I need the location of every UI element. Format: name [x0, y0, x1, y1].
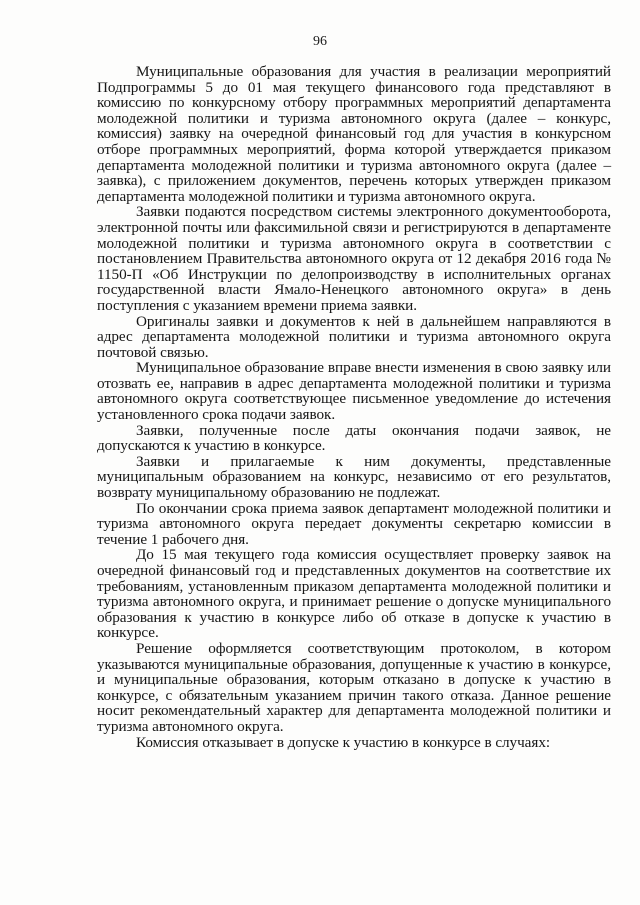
paragraph: Оригиналы заявки и документов к ней в дальнейшем направляются в адрес департамента молодежной политики и туризма автономного округа почтовой связью. [97, 312, 611, 361]
paragraph: Муниципальное образование вправе внести изменения в свою заявку или отозвать ее, направив в адрес департамента молодежной политики и туризма автономного округа соответствующее письменное уведомление до истечения установленного срока подачи заявок. [97, 359, 611, 424]
document-body [97, 64, 611, 750]
page-number: 96 [313, 34, 327, 49]
paragraph: Заявки, полученные после даты окончания подачи заявок, не допускаются к участию в конкурсе. [97, 421, 611, 455]
paragraph: По окончании срока приема заявок департамент молодежной политики и туризма автономного округа передает документы секретарю комиссии в течение 1 рабочего дня. [97, 499, 611, 548]
paragraph: Заявки подаются посредством системы электронного документооборота, электронной почты или факсимильной связи и регистрируются в департаменте молодежной политики и туризма автономного округа в соответствии с постановлением Правительства автономного округа от 12 декабря 2016 года № 1150-П «Об Инструкции по делопроизводству в исполнительных органах государственной власти Ямало-Ненецкого автономного округа» в день поступления с указанием времени приема заявки. [97, 203, 611, 314]
paragraph: Заявки и прилагаемые к ним документы, представленные муниципальным образованием на конкурс, независимо от его результатов, возврату муниципальному образованию не подлежат. [97, 452, 611, 502]
paragraph: Решение оформляется соответствующим протоколом, в котором указываются муниципальные образования, допущенные к участию в конкурсе, и муниципальные образования, которым отказано в допуске к участию в конкурсе, с обязательным указанием причин такого отказа. Данное решение носит рекомендательный характер для департамента молодежной политики и туризма автономного округа. [97, 639, 611, 735]
paragraph: Комиссия отказывает в допуске к участию в конкурсе в случаях: [136, 733, 551, 751]
paragraph: До 15 мая текущего года комиссия осуществляет проверку заявок на очередной финансовый год и представленных документов на соответствие их требованиям, установленным приказом департамента молодежной политики и туризма автономного округа, и принимает решение о допуске муниципального образования к участию в конкурсе либо об отказе в допуске к участию в конкурсе. [97, 546, 611, 642]
paragraph: Муниципальные образования для участия в реализации мероприятий Подпрограммы 5 до 01 мая текущего финансового года представляют в комиссию по конкурсному отбору программных мероприятий департамента молодежной политики и туризма автономного округа (далее – конкурс, комиссия) заявку на очередной финансовый год для участия в конкурсном отборе программных мероприятий, форма которой утверждается приказом департамента молодежной политики и туризма автономного округа (далее – заявка), с приложением документов, перечень которых утвержден приказом департамента молодежной политики и туризма автономного округа. [97, 63, 611, 205]
